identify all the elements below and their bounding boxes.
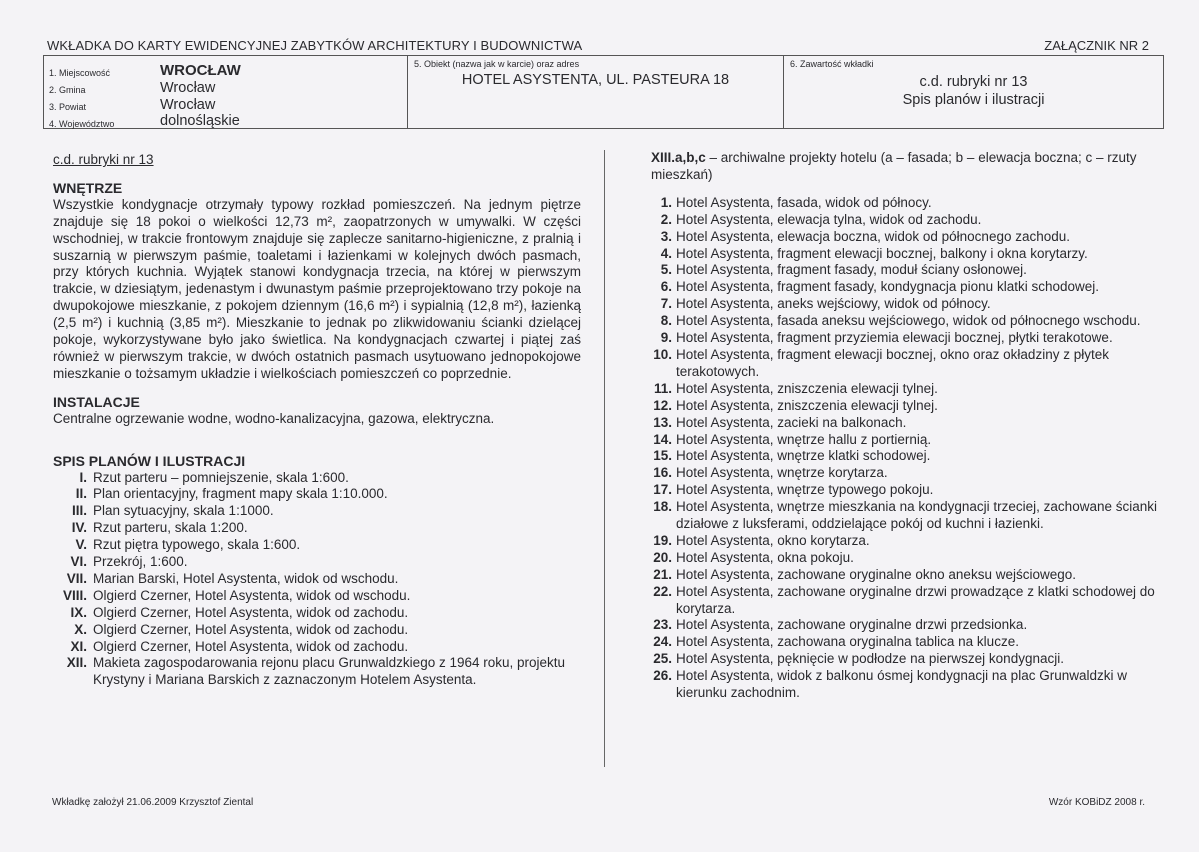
list-item — [651, 567, 1161, 584]
list-item — [651, 415, 1161, 432]
list-item-text: Hotel Asystenta, zacieki na balkonach. — [676, 414, 907, 430]
list-item — [651, 313, 1161, 330]
roman-list — [53, 470, 581, 690]
list-item — [651, 212, 1161, 229]
list-item — [53, 639, 581, 656]
list-item-text: Hotel Asystenta, zniszczenia elewacji tylnej. — [676, 380, 938, 396]
list-item-number: 8. — [660, 313, 672, 329]
list-item-text: Hotel Asystenta, aneks wejściowy, widok od północy. — [676, 296, 991, 312]
list-item-text: Hotel Asystenta, wnętrze korytarza. — [676, 465, 888, 481]
list-item — [651, 296, 1161, 313]
list-item-number: III. — [71, 503, 87, 519]
list-item-text: Hotel Asystenta, zachowane oryginalne drzwi prowadzące z klatki schodowej do korytarza. — [676, 583, 1155, 616]
document-title: WKŁADKA DO KARTY EWIDENCYJNEJ ZABYTKÓW ARCHITEKTURY I BUDOWNICTWA — [47, 38, 583, 53]
list-item-number: 7. — [660, 296, 672, 312]
column-divider — [604, 150, 605, 767]
list-item — [651, 617, 1161, 634]
list-item-number: 11. — [653, 380, 672, 396]
archive-intro-number: XIII.a,b,c — [651, 150, 706, 165]
list-item-text: Plan sytuacyjny, skala 1:1000. — [93, 503, 274, 519]
list-item — [53, 655, 581, 689]
annex-number: ZAŁĄCZNIK NR 2 — [1044, 38, 1149, 53]
list-item-number: IX. — [70, 604, 87, 620]
list-item-number: 15. — [653, 448, 672, 464]
list-item-number: XI. — [70, 638, 87, 654]
list-item — [651, 668, 1161, 702]
contents-line-2: Spis planów i ilustracji — [902, 92, 1045, 108]
install-text: Centralne ogrzewanie wodne, wodno-kanalizacyjna, gazowa, elektryczna. — [53, 410, 495, 426]
list-item-number: II. — [75, 486, 87, 502]
object-cell — [408, 56, 784, 128]
list-item-text: Hotel Asystenta, wnętrze typowego pokoju. — [676, 482, 934, 498]
list-item — [651, 482, 1161, 499]
list-item-number: 2. — [660, 211, 672, 227]
list-item — [53, 622, 581, 639]
list-item-text: Plan orientacyjny, fragment mapy skala 1:10.000. — [93, 486, 388, 502]
list-item — [53, 470, 581, 487]
list-item-text: Hotel Asystenta, fragment elewacji bocznej, okno oraz okładziny z płytek terakotowych. — [676, 346, 1109, 379]
miejscowosc-value: WROCŁAW — [160, 62, 241, 79]
list-item — [53, 571, 581, 588]
powiat-value: Wrocław — [160, 97, 216, 113]
list-item — [651, 381, 1161, 398]
list-item-number: 23. — [653, 617, 672, 633]
archive-intro-text: – archiwalne projekty hotelu (a – fasada; b – elewacja boczna; c – rzuty mieszkań) — [651, 150, 1137, 182]
list-item-number: 25. — [653, 651, 672, 667]
list-item — [53, 503, 581, 520]
list-item-text: Hotel Asystenta, zachowane oryginalne drzwi przedsionka. — [676, 617, 1028, 633]
contents-cell — [784, 56, 1163, 128]
list-item-text: Rzut parteru, skala 1:200. — [93, 520, 248, 536]
location-cell — [44, 56, 408, 128]
list-item-text: Hotel Asystenta, okna pokoju. — [676, 549, 854, 565]
list-item-text: Rzut piętra typowego, skala 1:600. — [93, 537, 301, 553]
object-value: HOTEL ASYSTENTA, UL. PASTEURA 18 — [461, 72, 730, 88]
list-item-number: XII. — [66, 655, 87, 671]
illustration-list — [651, 195, 1161, 702]
footer-author: Wkładkę założył 21.06.2009 Krzysztof Ziental — [52, 797, 254, 808]
list-item-text: Hotel Asystenta, fasada, widok od północy. — [676, 194, 932, 210]
install-heading: INSTALACJE — [53, 393, 140, 410]
list-item — [651, 279, 1161, 296]
list-item — [651, 246, 1161, 263]
list-item-number: 26. — [653, 668, 672, 684]
list-item-text: Hotel Asystenta, zachowane oryginalne okno aneksu wejściowego. — [676, 566, 1076, 582]
list-item-number: 19. — [653, 532, 672, 548]
list-item — [651, 550, 1161, 567]
list-item-number: VII. — [66, 570, 87, 586]
interior-text: Wszystkie kondygnacje otrzymały typowy rozkład pomieszczeń. Na jednym piętrze znajduje się 18 pokoi o wielkości 12,73 m², zaopatrzonych w umywalki. W części wschodniej, w trakcie frontowym znajduje się zaplecze sanitarno-higieniczne, z pralnią i suszarnią w pierwszym paśmie, toaletami i łazienkami w kolejnych dwóch pasmach, przy których kuchnia. Wyjątek stanowi kondygnacja trzecia, na której w pierwszym trakcie, w dziesiątym, jedenastym i dwunastym paśmie przeprojektowano trzy pokoje na dwupokojowe mieszkanie, z pokojem dziennym (16,6 m²) i sypialnią (12,8 m²), łazienką (2,5 m²) i kuchnią (3,85 m²). Mieszkanie to jednak po zlikwidowaniu ścianki dzielącej pokoje, wykorzystywane było jako świetlica. Na kondygnacjach czwartej i piątej zaś również w pierwszym trakcie, w dwóch ostatnich pasmach usytuowano jednopokojowe mieszkanie o tożsamym układzie i wielkościach pomieszczeń co poprzednie. — [53, 196, 581, 381]
list-item-number: 12. — [653, 397, 672, 413]
list-item — [651, 533, 1161, 550]
list-item — [53, 605, 581, 622]
list-item-text: Marian Barski, Hotel Asystenta, widok od wschodu. — [93, 570, 399, 586]
list-item-text: Hotel Asystenta, wnętrze hallu z portiernią. — [676, 431, 932, 447]
list-item-text: Hotel Asystenta, wnętrze klatki schodowej. — [676, 448, 931, 464]
list-item-text: Hotel Asystenta, pęknięcie w podłodze na pierwszej kondygnacji. — [676, 651, 1064, 667]
list-item-text: Przekrój, 1:600. — [93, 554, 188, 570]
list-item — [651, 651, 1161, 668]
list-item-text: Hotel Asystenta, zniszczenia elewacji tylnej. — [676, 397, 938, 413]
miejscowosc-label: 1. Miejscowość — [49, 68, 111, 78]
list-item — [53, 537, 581, 554]
list-item-number: 17. — [653, 482, 672, 498]
left-column — [53, 152, 581, 689]
list-item-number: 18. — [653, 499, 672, 515]
list-item-text: Hotel Asystenta, fasada aneksu wejściowego, widok od północnego wschodu. — [676, 313, 1141, 329]
list-item-number: X. — [74, 621, 87, 637]
list-item — [651, 229, 1161, 246]
list-heading: SPIS PLANÓW I ILUSTRACJI — [53, 452, 246, 469]
list-item-number: 20. — [653, 549, 672, 565]
list-item-number: VIII. — [62, 587, 87, 603]
list-item-number: 21. — [653, 566, 672, 582]
footer-template: Wzór KOBiDZ 2008 r. — [1048, 797, 1145, 808]
contents-line-1: c.d. rubryki nr 13 — [919, 74, 1028, 90]
list-item — [651, 584, 1161, 618]
list-item — [651, 347, 1161, 381]
list-item — [651, 330, 1161, 347]
list-item-number: 9. — [660, 330, 672, 346]
header-box — [43, 55, 1164, 129]
list-item-text: Hotel Asystenta, widok z balkonu ósmej kondygnacji na plac Grunwaldzki w kierunku zachodnim. — [676, 668, 1127, 701]
list-item — [651, 262, 1161, 279]
wojewodztwo-value: dolnośląskie — [160, 113, 240, 129]
list-item-number: 6. — [660, 279, 672, 295]
list-item-text: Olgierd Czerner, Hotel Asystenta, widok od wschodu. — [93, 587, 411, 603]
list-item-text: Rzut parteru – pomniejszenie, skala 1:600. — [93, 469, 349, 485]
list-item-number: 5. — [660, 262, 672, 278]
list-item-number: IV. — [71, 520, 87, 536]
list-item-text: Hotel Asystenta, fragment przyziemia elewacji bocznej, płytki terakotowe. — [676, 330, 1113, 346]
list-item-text: Olgierd Czerner, Hotel Asystenta, widok od zachodu. — [93, 638, 409, 654]
list-item-text: Hotel Asystenta, elewacja tylna, widok od zachodu. — [676, 211, 982, 227]
list-item-text: Hotel Asystenta, fragment fasady, moduł ściany osłonowej. — [676, 262, 1027, 278]
list-item-number: 14. — [653, 431, 672, 447]
list-item-text: Hotel Asystenta, okno korytarza. — [676, 532, 870, 548]
list-item — [651, 634, 1161, 651]
list-item-text: Makieta zagospodarowania rejonu placu Grunwaldzkiego z 1964 roku, projektu Krystyny i Mariana Barskich z zaznaczonym Hotelem Asystenta. — [93, 655, 566, 688]
list-item — [651, 465, 1161, 482]
list-item — [53, 554, 581, 571]
gmina-label: 2. Gmina — [49, 85, 86, 95]
list-item-text: Hotel Asystenta, fragment fasady, kondygnacja pionu klatki schodowej. — [676, 279, 1099, 295]
gmina-value: Wrocław — [160, 80, 216, 96]
list-item-number: 16. — [653, 465, 672, 481]
list-item-number: I. — [79, 469, 87, 485]
powiat-label: 3. Powiat — [49, 102, 87, 112]
list-item — [53, 588, 581, 605]
list-item — [651, 398, 1161, 415]
list-item-number: 13. — [653, 414, 672, 430]
interior-heading: WNĘTRZE — [53, 179, 123, 196]
list-item — [651, 432, 1161, 449]
list-item-number: 10. — [653, 346, 672, 362]
list-item-text: Hotel Asystenta, wnętrze mieszkania na kondygnacji trzeciej, zachowane ścianki działowe z luksferami, oddzielające pokój od kuchni i łazienki. — [676, 499, 1157, 532]
list-item-text: Olgierd Czerner, Hotel Asystenta, widok od zachodu. — [93, 621, 409, 637]
continuation-note: c.d. rubryki nr 13 — [53, 152, 154, 167]
list-item-number: 1. — [660, 194, 672, 210]
list-item-text: Olgierd Czerner, Hotel Asystenta, widok od zachodu. — [93, 604, 409, 620]
list-item-number: 3. — [660, 228, 672, 244]
list-item — [651, 448, 1161, 465]
list-item — [53, 520, 581, 537]
list-item-text: Hotel Asystenta, fragment elewacji bocznej, balkony i okna korytarzy. — [676, 245, 1088, 261]
contents-label: 6. Zawartość wkładki — [790, 59, 874, 69]
list-item-number: 22. — [653, 583, 672, 599]
list-item-number: V. — [75, 537, 87, 553]
list-item-text: Hotel Asystenta, zachowana oryginalna tablica na klucze. — [676, 634, 1019, 650]
archive-intro — [651, 150, 1161, 184]
list-item — [651, 499, 1161, 533]
list-item-number: VI. — [70, 554, 87, 570]
list-item — [53, 486, 581, 503]
wojewodztwo-label: 4. Województwo — [49, 119, 115, 129]
list-item-text: Hotel Asystenta, elewacja boczna, widok od północnego zachodu. — [676, 228, 1071, 244]
list-item — [651, 195, 1161, 212]
object-label: 5. Obiekt (nazwa jak w karcie) oraz adres — [414, 59, 580, 69]
list-item-number: 24. — [653, 634, 672, 650]
list-item-number: 4. — [660, 245, 672, 261]
right-column — [651, 150, 1161, 702]
